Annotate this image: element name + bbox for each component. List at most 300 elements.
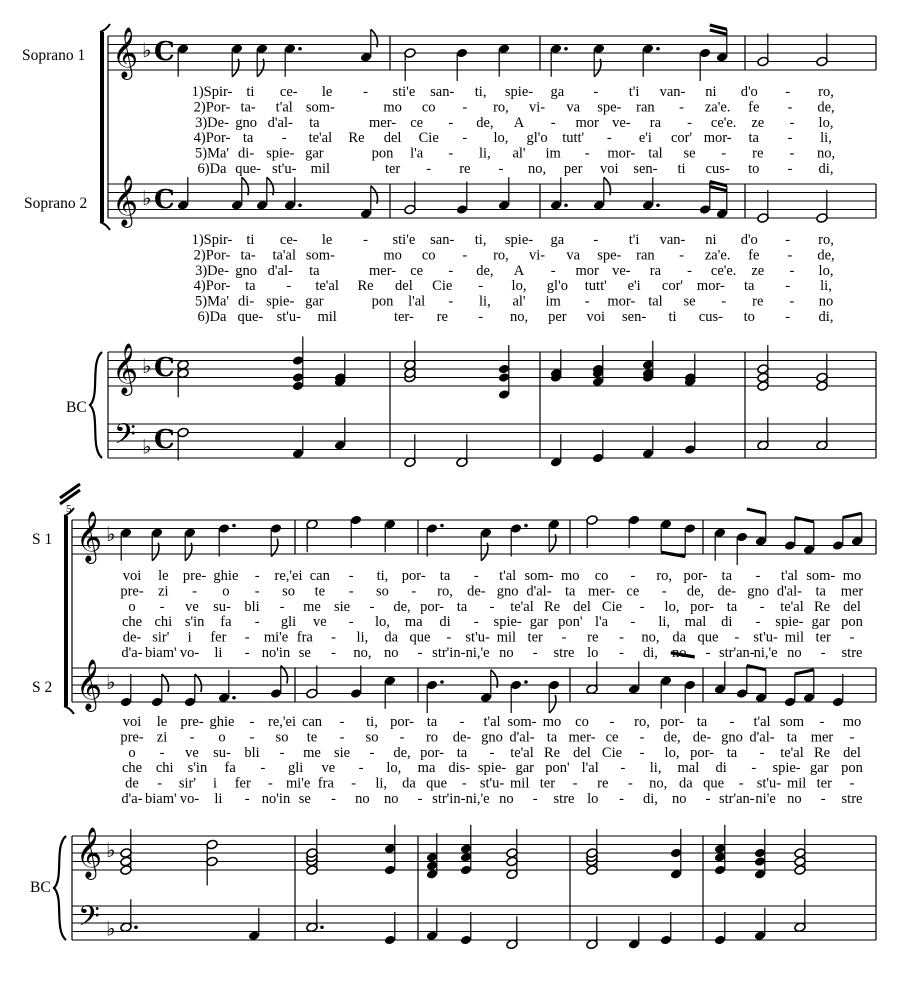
lyric-syllable: ra — [649, 114, 662, 131]
flat-icon: ♭ — [142, 38, 152, 62]
augmentation-dot — [656, 203, 660, 207]
lyric-syllable: gar — [305, 145, 324, 162]
lyric-syllable: mil — [496, 629, 517, 646]
lyric-syllable: no — [355, 791, 370, 807]
lyric-syllable: del — [843, 598, 861, 615]
lyric-syllable: - — [849, 775, 855, 792]
lyric-syllable: te'al — [315, 278, 339, 295]
lyric-syllable: can — [309, 568, 330, 584]
lyric-syllable: spie- — [477, 760, 507, 777]
lyric-syllable: so — [282, 583, 295, 600]
lyric-syllable: som- — [305, 99, 335, 116]
lyric-syllable: vi- — [529, 247, 546, 264]
lyric-syllable: - — [606, 130, 612, 147]
note — [456, 434, 468, 467]
lyric-syllable: im — [545, 145, 561, 162]
note — [384, 912, 396, 945]
note — [628, 515, 640, 548]
note — [832, 518, 844, 551]
system-2-s1-lyrics-verse-4 — [122, 614, 864, 630]
note — [628, 916, 640, 949]
lyric-syllable: mer- — [369, 114, 397, 131]
lyric-syllable: - — [734, 629, 740, 646]
lyric-syllable: ghie — [209, 714, 235, 730]
lyric-syllable: lo — [587, 645, 599, 661]
lyric-syllable: - — [473, 568, 479, 584]
lyric-syllable: - — [268, 775, 273, 792]
lyric-syllable: del — [573, 744, 591, 761]
note — [256, 177, 274, 210]
lyric-syllable: spie- — [772, 760, 801, 777]
lyric-syllable: gar — [811, 614, 830, 631]
lyric-syllable: - — [721, 293, 727, 310]
note — [177, 43, 189, 76]
lyric-syllable: - — [244, 645, 250, 661]
note — [480, 527, 492, 560]
lyric-syllable: mil — [317, 309, 337, 325]
note — [256, 43, 268, 76]
beam — [661, 552, 685, 556]
lyric-syllable: de, — [817, 247, 835, 264]
lyric-syllable: - — [448, 145, 454, 162]
lyric-syllable: - — [785, 84, 791, 100]
lyric-syllable: me — [303, 598, 321, 615]
lyric-syllable: can — [301, 714, 323, 730]
lyric-syllable: ce — [410, 262, 424, 279]
lyric-syllable: ve — [312, 614, 327, 631]
lyric-syllable: - — [630, 568, 636, 584]
lyric-syllable: - — [820, 791, 826, 807]
lyric-syllable: ta — [565, 583, 576, 600]
note — [832, 674, 844, 707]
lyric-syllable: ma — [417, 760, 436, 777]
lyric-syllable: fer — [234, 775, 251, 792]
lyric-syllable: ti — [668, 309, 677, 325]
lyric-syllable: lo, — [511, 278, 527, 295]
lyric-syllable: re — [459, 161, 471, 177]
lyric-syllable: gli — [287, 760, 304, 777]
note — [642, 426, 654, 459]
note — [360, 186, 378, 219]
lyric-syllable: sie — [333, 598, 351, 615]
note — [586, 916, 598, 949]
note — [177, 177, 189, 210]
lyric-syllable: co — [421, 247, 436, 264]
lyric-syllable: - — [787, 130, 793, 147]
lyric-syllable: ta — [721, 568, 733, 584]
lyric-syllable: ter — [527, 629, 543, 646]
lyric-syllable: d'al- — [267, 114, 293, 131]
lyric-syllable: - — [348, 568, 354, 584]
lyric-syllable: - — [478, 278, 484, 295]
lyric-syllable: gno — [747, 583, 769, 600]
lyric-syllable: pre- — [120, 729, 144, 746]
note — [784, 518, 796, 551]
lyric-syllable: - — [339, 714, 345, 730]
lyric-syllable: stre — [553, 791, 575, 807]
lyric-syllable: va — [566, 99, 581, 116]
note — [350, 515, 362, 548]
lyric-syllable: - — [705, 645, 711, 661]
lyric-syllable: - — [789, 262, 795, 279]
lyric-syllable: mil — [510, 775, 530, 792]
lyric-syllable: ta — [748, 130, 759, 147]
lyric-syllable: sir' — [152, 629, 170, 646]
note — [334, 417, 346, 450]
lyric-syllable: - — [630, 614, 636, 631]
note — [803, 670, 815, 703]
lyric-syllable: tal — [648, 145, 663, 162]
flat-icon: ♭ — [106, 670, 116, 694]
lyric-syllable: - — [189, 729, 195, 746]
common-time-icon: C — [154, 185, 175, 215]
lyric-syllable: st'u- — [276, 309, 301, 325]
lyric-syllable: 2)Por- — [193, 247, 231, 264]
lyric-syllable: som- — [305, 247, 335, 264]
lyric-syllable: mor- — [607, 293, 636, 310]
bracket-hook — [100, 24, 110, 32]
treble-clef-icon: 𝄞 — [76, 827, 103, 878]
lyric-syllable: spie- — [266, 293, 295, 310]
note — [506, 916, 518, 949]
lyric-syllable: spie- — [493, 614, 522, 631]
system-1-soprano-1-lyrics-verse-2 — [194, 99, 835, 115]
lyric-syllable: lo, — [493, 130, 509, 147]
lyric-syllable: che — [121, 614, 143, 631]
lyric-syllable: d'a- — [121, 791, 143, 807]
chord — [384, 825, 396, 876]
lyric-syllable: no'in — [261, 791, 291, 807]
lyric-syllable: mer- — [588, 583, 616, 600]
beam — [795, 670, 814, 674]
chord — [206, 839, 218, 885]
lyric-syllable: - — [489, 744, 495, 761]
lyric-syllable: se — [298, 791, 311, 807]
lyric-syllable: e'i — [627, 278, 641, 295]
lyric-syllable: que — [697, 629, 719, 646]
note — [851, 513, 863, 546]
note — [292, 426, 304, 459]
staff-label-soprano-1: Soprano 1 — [22, 47, 86, 64]
lyric-syllable: Cie — [601, 598, 623, 615]
lyric-syllable: ti, — [474, 232, 487, 248]
lyric-syllable: pon — [841, 760, 863, 777]
note — [586, 515, 598, 548]
lyric-syllable: ta — [726, 598, 738, 615]
lyric-syllable: no — [787, 645, 802, 661]
note — [714, 661, 726, 694]
lyric-syllable: ta — [439, 568, 451, 584]
lyric-syllable: no — [818, 293, 834, 310]
note — [803, 522, 815, 555]
system-1-soprano-1-lyrics-verse-3 — [195, 115, 833, 131]
lyric-syllable: - — [819, 714, 825, 730]
lyric-syllable: - — [399, 729, 405, 746]
lyric-syllable: da — [402, 775, 416, 792]
note — [184, 527, 196, 560]
lyric-syllable: te'al — [308, 130, 333, 147]
lyric-syllable: no'in — [261, 645, 291, 661]
lyric-syllable: 5)Ma' — [194, 145, 230, 162]
lyric-syllable: - — [593, 232, 599, 248]
lyric-syllable: di — [715, 760, 727, 777]
lyric-syllable: - — [639, 729, 645, 746]
lyric-syllable: li, — [479, 293, 491, 310]
treble-clef-icon: 𝄞 — [76, 659, 103, 710]
lyric-syllable: - — [679, 247, 684, 264]
lyric-syllable: - — [785, 278, 791, 295]
lyric-syllable: por- — [420, 598, 444, 615]
lyric-syllable: gli — [280, 614, 297, 631]
note — [592, 430, 604, 463]
lyric-syllable: ni,'e — [465, 645, 490, 661]
lyric-syllable: - — [192, 583, 198, 600]
note — [218, 670, 236, 703]
note — [550, 43, 568, 76]
lyric-syllable: Re — [348, 130, 365, 147]
lyric-syllable: ro, — [437, 583, 453, 600]
system-2-s1-lyrics-verse-6 — [121, 645, 862, 661]
lyric-syllable: ta'al — [272, 247, 297, 264]
staff-label-s1: S 1 — [32, 531, 53, 548]
lyric-syllable: no, — [353, 645, 372, 661]
augmentation-dot — [564, 47, 568, 51]
lyric-syllable: van- — [659, 232, 686, 248]
lyric-syllable: som- — [806, 568, 836, 584]
lyric-syllable: por- — [683, 568, 708, 584]
lyric-syllable: fa — [224, 760, 236, 777]
lyric-syllable: - — [705, 791, 711, 807]
lyric-syllable: te — [314, 583, 326, 600]
lyric-syllable: vo- — [179, 645, 200, 661]
lyric-syllable: mo — [842, 714, 862, 730]
chord — [506, 829, 518, 880]
lyric-syllable: - — [687, 262, 692, 279]
treble-clef-icon: 𝄞 — [112, 27, 139, 78]
lyric-syllable: - — [787, 99, 793, 116]
lyric-syllable: 1)Spir- — [191, 232, 233, 248]
lyric-syllable: per — [548, 309, 567, 325]
lyric-syllable: - — [459, 714, 465, 730]
lyric-syllable: - — [339, 729, 345, 746]
note — [736, 532, 748, 565]
system-1-soprano-2-lyrics-verse-2 — [194, 247, 835, 263]
lyric-syllable: str'in- — [432, 645, 466, 661]
lyric-syllable: ter — [815, 629, 831, 646]
note — [816, 190, 828, 223]
lyric-syllable: gar — [810, 760, 829, 777]
note — [660, 519, 672, 552]
lyric-syllable: t'i — [628, 84, 640, 100]
note — [794, 899, 806, 932]
lyric-syllable: mo — [383, 99, 402, 116]
chord — [642, 341, 654, 383]
system-2-s2-lyrics-verse-5 — [125, 776, 854, 792]
lyric-syllable: ve — [321, 760, 336, 777]
lyric-syllable: - — [286, 278, 292, 295]
system-2-s1-lyrics-verse-3 — [128, 599, 860, 615]
lyric-syllable: s'in — [184, 614, 205, 631]
lyric-syllable: da — [672, 629, 687, 646]
lyric-syllable: - — [461, 775, 467, 792]
lyric-syllable: - — [348, 583, 354, 600]
lyric-syllable: vi- — [529, 99, 546, 116]
lyric-syllable: gl'o — [526, 130, 548, 147]
lyric-syllable: 4)Por- — [193, 278, 231, 295]
system-1-soprano-1-lyrics-verse-5 — [195, 146, 835, 162]
flat-icon: ♭ — [106, 838, 116, 862]
lyric-syllable: cus- — [705, 161, 730, 177]
chord — [177, 359, 189, 397]
lyric-syllable: - — [489, 598, 495, 615]
lyric-syllable: so — [275, 729, 289, 746]
lyric-syllable: - — [785, 309, 791, 325]
lyric-syllable: - — [729, 714, 735, 730]
lyric-syllable: pon' — [545, 760, 570, 777]
lyric-syllable: re — [436, 309, 448, 325]
lyric-syllable: - — [639, 744, 645, 761]
lyric-syllable: Re — [543, 598, 561, 615]
lyric-syllable: no, — [527, 161, 547, 177]
lyric-syllable: mor — [575, 114, 599, 131]
note — [548, 680, 560, 713]
lyric-syllable: str'an- — [718, 791, 755, 807]
lyric-syllable: sti'e — [392, 84, 416, 100]
note — [498, 43, 510, 76]
note — [120, 527, 132, 560]
augmentation-dot — [524, 680, 528, 684]
lyric-syllable: - — [446, 629, 452, 646]
lyric-syllable: ter- — [393, 309, 414, 325]
lyric-syllable: ta — [744, 278, 755, 295]
lyric-syllable: ta — [456, 744, 468, 761]
lyric-syllable: ce — [605, 729, 619, 746]
lyric-syllable: 5)Ma' — [194, 293, 230, 310]
lyric-syllable: di, — [818, 161, 834, 177]
lyric-syllable: mor- — [696, 278, 725, 295]
lyric-syllable: di, — [642, 645, 658, 661]
lyric-syllable: biam' — [144, 645, 177, 661]
bracket-hook — [64, 706, 74, 714]
lyric-syllable: ter — [539, 775, 556, 792]
lyric-syllable: Re — [813, 598, 831, 615]
note — [757, 34, 769, 67]
lyric-syllable: voi — [122, 714, 142, 730]
lyric-syllable: - — [584, 293, 590, 310]
lyric-syllable: so — [375, 583, 389, 600]
lyric-syllable: l'al — [408, 293, 426, 310]
lyric-syllable: su- — [213, 744, 231, 761]
lyric-syllable: t'al — [780, 568, 798, 584]
lyric-syllable: gl'o — [546, 278, 568, 295]
lyric-syllable: ti, — [366, 714, 378, 730]
lyric-syllable: - — [561, 629, 567, 646]
lyric-syllable: fer — [210, 629, 227, 646]
lyric-syllable: - — [448, 114, 454, 131]
lyric-syllable: ce- — [279, 232, 298, 248]
note — [120, 674, 132, 707]
lyric-syllable: co — [575, 714, 589, 730]
system-1-soprano-2-lyrics-verse-6 — [198, 309, 834, 325]
lyric-syllable: - — [751, 760, 757, 777]
lyric-syllable: ta — [726, 744, 738, 761]
lyric-syllable: voi — [600, 161, 619, 177]
lyric-syllable: - — [593, 84, 599, 100]
note — [384, 519, 396, 552]
lyric-syllable: ti, — [376, 568, 389, 584]
lyric-syllable: da — [384, 629, 399, 646]
lyric-syllable: li, — [375, 775, 388, 792]
note — [628, 661, 640, 694]
lyric-syllable: ve — [185, 598, 199, 615]
lyric-syllable: - — [639, 598, 645, 615]
lyric-syllable: gar — [305, 293, 324, 310]
treble-clef-icon: 𝄞 — [112, 175, 139, 226]
lyric-syllable: - — [628, 775, 633, 792]
lyric-syllable: - — [411, 583, 417, 600]
lyric-syllable: ran — [636, 247, 655, 264]
lyric-syllable: co — [594, 568, 609, 584]
lyric-syllable: ga — [550, 232, 565, 248]
lyric-syllable: - — [584, 145, 590, 162]
lyric-syllable: ce'e. — [710, 262, 737, 279]
lyric-syllable: - — [787, 161, 793, 177]
lyric-syllable: spie- — [266, 145, 295, 162]
note — [714, 527, 726, 560]
lyric-syllable: o — [218, 729, 226, 746]
lyric-syllable: mo — [560, 568, 580, 584]
lyric-syllable: 6)Da — [197, 161, 227, 177]
lyric-syllable: - — [478, 309, 484, 325]
note — [456, 182, 468, 215]
lyric-syllable: 3)De- — [195, 262, 229, 279]
lyric-syllable: 1)Spir- — [191, 84, 233, 100]
chord — [292, 337, 304, 392]
lyric-syllable: st'u- — [465, 629, 490, 646]
note — [456, 48, 468, 81]
lyric-syllable: ce — [626, 583, 640, 600]
common-time-icon: C — [154, 37, 175, 67]
flat-icon: ♭ — [106, 522, 116, 546]
chord — [816, 354, 828, 392]
lyric-syllable: s'in — [187, 760, 208, 777]
lyric-syllable: de, — [393, 744, 411, 761]
system-2-s2-lyrics-verse-4 — [122, 760, 864, 776]
lyric-syllable: no — [499, 791, 514, 807]
lyric-syllable: t'al — [499, 568, 517, 584]
lyric-syllable: - — [532, 645, 538, 661]
chord — [592, 345, 604, 387]
lyric-syllable: 2)Por- — [193, 99, 231, 116]
augmentation-dot — [656, 47, 660, 51]
lyric-syllable: ti, — [474, 84, 487, 100]
flat-icon: ♭ — [142, 434, 152, 459]
lyric-syllable: st'u- — [479, 775, 505, 792]
lyric-syllable: Cie — [432, 278, 453, 295]
lyric-syllable: zi — [158, 583, 169, 600]
augmentation-dot — [564, 203, 568, 207]
lyric-syllable: A — [513, 262, 525, 279]
lyric-syllable: t'al — [275, 99, 293, 116]
lyric-syllable: cor' — [661, 278, 684, 295]
lyric-syllable: tutt' — [562, 130, 585, 147]
lyric-syllable: me — [303, 744, 321, 761]
lyric-syllable: ta — [242, 130, 254, 147]
bc-bass-staff — [108, 424, 876, 458]
lyric-syllable: ti — [677, 161, 686, 177]
lyric-syllable: voi — [122, 568, 142, 584]
lyric-syllable: no — [671, 791, 687, 807]
